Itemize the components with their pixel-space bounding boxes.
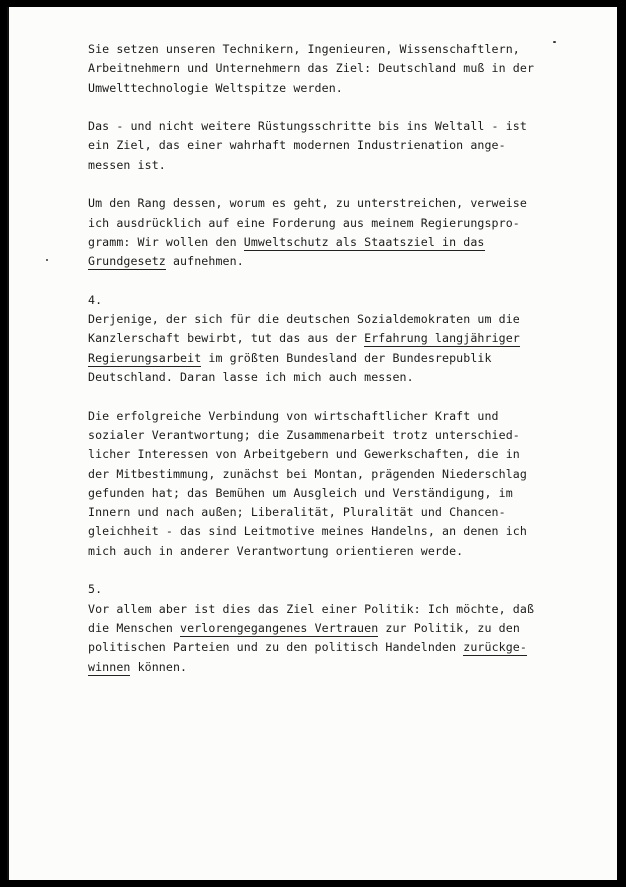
document-body xyxy=(88,40,538,677)
underlined-text: Regierungsarbeit xyxy=(88,350,202,365)
scan-speck xyxy=(553,41,556,43)
text-segment: Kanzlerschaft bewirbt, tut das aus der xyxy=(88,331,365,346)
text-segment: Umwelttechnologie Weltspitze werden. xyxy=(88,80,343,95)
underlined-text: Umweltschutz als Staatsziel in das xyxy=(243,234,485,249)
underlined-text: verlorengegangenes Vertrauen xyxy=(180,620,379,635)
text-line xyxy=(88,503,538,522)
text-segment: politischen Parteien und zu den politisch Handelnden xyxy=(88,640,464,655)
text-segment: ich ausdrücklich auf eine Forderung aus meinem Regierungspro- xyxy=(88,215,520,230)
text-line xyxy=(88,522,538,541)
paragraph xyxy=(88,580,538,676)
text-segment: messen ist. xyxy=(88,157,166,172)
underlined-text: winnen xyxy=(88,659,131,674)
text-line xyxy=(88,233,538,252)
paragraph xyxy=(88,194,538,271)
text-line xyxy=(88,465,538,484)
text-segment: Das - und nicht weitere Rüstungsschritte bis ins Weltall - ist xyxy=(88,119,527,134)
text-segment: gleichheit - das sind Leitmotive meines Handelns, an denen ich xyxy=(88,524,527,539)
text-line xyxy=(88,407,538,426)
text-line xyxy=(88,368,538,387)
text-line xyxy=(88,194,538,213)
paragraph-gap xyxy=(88,175,538,194)
text-segment: im größten Bundesland der Bundesrepublik xyxy=(201,350,492,365)
text-line xyxy=(88,638,538,657)
text-line xyxy=(88,40,538,59)
text-segment: gramm: Wir wollen den xyxy=(88,234,244,249)
text-segment: ein Ziel, das einer wahrhaft modernen Industrienation ange- xyxy=(88,138,506,153)
text-line xyxy=(88,426,538,445)
text-segment: sozialer Verantwortung; die Zusammenarbeit trotz unterschied- xyxy=(88,427,520,442)
document-page xyxy=(7,7,617,880)
underlined-text: Grundgesetz xyxy=(88,254,166,269)
text-segment: gefunden hat; das Bemühen um Ausgleich und Verständigung, im xyxy=(88,485,513,500)
text-segment: 4. xyxy=(88,292,103,307)
text-segment: aufnehmen. xyxy=(165,254,244,269)
text-segment: Sie setzen unseren Technikern, Ingenieuren, Wissenschaftlern, xyxy=(88,42,520,56)
text-segment: 5. xyxy=(88,582,103,597)
paragraph xyxy=(88,291,538,387)
text-segment: zur Politik, zu den xyxy=(378,620,520,635)
paragraph-gap xyxy=(88,272,538,291)
text-line xyxy=(88,310,538,329)
text-segment: Innern und nach außen; Liberalität, Pluralität und Chancen- xyxy=(88,505,506,520)
scan-speck xyxy=(46,259,48,261)
text-line xyxy=(88,156,538,175)
text-line xyxy=(88,136,538,155)
text-line xyxy=(88,349,538,368)
text-segment: Die erfolgreiche Verbindung von wirtschaftlicher Kraft und xyxy=(88,408,499,423)
text-segment: Derjenige, der sich für die deutschen Sozialdemokraten um die xyxy=(88,312,520,327)
text-line xyxy=(88,291,538,310)
paragraph-gap xyxy=(88,98,538,117)
text-line xyxy=(88,619,538,638)
paragraph xyxy=(88,117,538,175)
text-segment: mich auch in anderer Verantwortung orientieren werde. xyxy=(88,543,464,558)
text-segment: Deutschland. Daran lasse ich mich auch messen. xyxy=(88,370,414,385)
underlined-text: Erfahrung langjähriger xyxy=(364,331,520,346)
text-segment: die Menschen xyxy=(88,620,181,635)
text-segment: der Mitbestimmung, zunächst bei Montan, prägenden Niederschlag xyxy=(88,466,527,481)
text-line xyxy=(88,658,538,677)
text-line xyxy=(88,59,538,78)
text-line xyxy=(88,214,538,233)
text-segment: Arbeitnehmern und Unternehmern das Ziel: Deutschland muß in der xyxy=(88,61,535,76)
text-line xyxy=(88,445,538,464)
text-line xyxy=(88,79,538,98)
underlined-text: zurückge- xyxy=(463,640,527,655)
paragraph-gap xyxy=(88,387,538,406)
text-segment: Vor allem aber ist dies das Ziel einer Politik: Ich möchte, daß xyxy=(88,601,535,616)
text-segment: licher Interessen von Arbeitgebern und Gewerkschaften, die in xyxy=(88,447,520,462)
text-segment: Um den Rang dessen, worum es geht, zu unterstreichen, verweise xyxy=(88,196,527,211)
text-line xyxy=(88,600,538,619)
text-line xyxy=(88,252,538,271)
text-line xyxy=(88,329,538,348)
text-line xyxy=(88,484,538,503)
paragraph-gap xyxy=(88,561,538,580)
text-line xyxy=(88,542,538,561)
text-line xyxy=(88,580,538,599)
text-line xyxy=(88,117,538,136)
paragraph xyxy=(88,407,538,561)
text-segment: können. xyxy=(130,659,188,674)
paragraph xyxy=(88,40,538,98)
